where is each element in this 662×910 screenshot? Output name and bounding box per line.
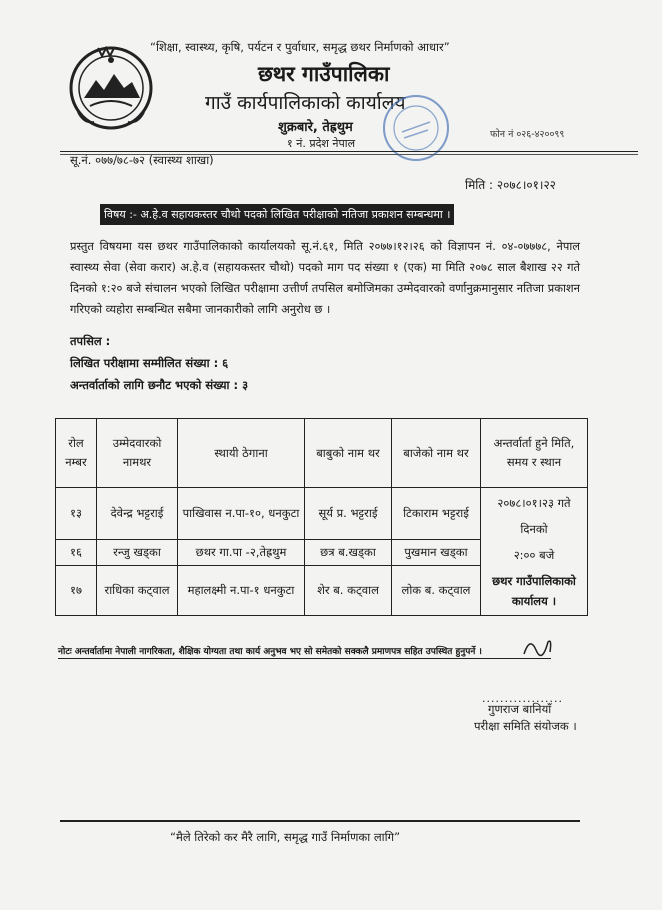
interview-day: दिनको <box>520 521 548 536</box>
address-cell: महालक्ष्मी न.पा-१ धनकुटा <box>178 566 305 616</box>
signature-dots: .................. <box>482 692 563 705</box>
grandfather-cell: टिकाराम भट्टराई <box>392 488 481 540</box>
table-row <box>56 488 588 540</box>
phone-number: फोन नं ०२६-४२००९९ <box>490 129 565 140</box>
written-exam-count: लिखित परीक्षामा सम्मीलित संख्या : ६ <box>70 356 229 370</box>
table-header-row <box>56 419 588 488</box>
letter-date: मिति : २०७८।०१।२२ <box>465 178 556 192</box>
col-name-header: उम्मेदवारको नामथर <box>97 419 178 488</box>
interview-details-cell <box>481 488 588 616</box>
interview-date: २०७८।०१।२३ गते <box>497 495 571 510</box>
signatory-title: परीक्षा समिति संयोजक । <box>474 719 577 733</box>
municipality-motto: “शिक्षा, स्वास्थ्य, कृषि, पर्यटन र पुर्वाधार, समृद्ध छथर निर्माणको आधार” <box>150 40 450 54</box>
father-cell: छत्र ब.खड्का <box>305 540 392 566</box>
roll-cell: १६ <box>56 540 97 566</box>
grandfather-cell: पुखमान खड्का <box>392 540 481 566</box>
footer-divider <box>60 820 580 822</box>
handwritten-signature-icon <box>520 632 556 662</box>
interview-venue: छथर गाउँपालिकाको कार्यालय । <box>492 573 576 608</box>
address-line1: शुक्रबारे, तेह्रथुम <box>278 120 353 135</box>
office-name: गाउँ कार्यपालिकाको कार्यालय <box>205 92 406 114</box>
name-cell: रन्जु खड्का <box>97 540 178 566</box>
col-father-header: बाबुको नाम थर <box>305 419 392 488</box>
col-address-header: स्थायी ठेगाना <box>178 419 305 488</box>
col-grandfather-header: बाजेको नाम थर <box>392 419 481 488</box>
tapsil-heading: तपसिल : <box>70 334 111 348</box>
address-line2: १ नं. प्रदेश नेपाल <box>287 137 356 150</box>
col-roll-header: रोल नम्बर <box>56 419 97 488</box>
results-table <box>55 418 588 616</box>
address-cell: पाखिवास न.पा-१०, धनकुटा <box>178 488 305 540</box>
letter-body: प्रस्तुत विषयमा यस छथर गाउँपालिकाको कार्यालयको सू.नं.६१, मिति २०७७।१२।२६ को विज्ञापन नं. ०४-०७७७८, नेपाल स्वास्थ्य सेवा (सेवा करार) अ.हे.व (सहायकस्तर चौथो) पदको माग पद संख्या १ (एक) मा मिति २०७८ साल बैशाख २२ गते दिनको १:२० बजे संचालन भएको लिखित परीक्षामा उत्तीर्ण तपसिल बमोजिमका उम्मेदवारको वर्णानुक्रमानुसार नतिजा प्रकाशन गरिएको व्यहोरा सम्बन्धित सबैमा जानकारीको लागि अनुरोध छ । <box>70 239 580 316</box>
father-cell: सूर्य प्र. भट्टराई <box>305 488 392 540</box>
header-divider <box>60 151 638 152</box>
signatory-name: गुणराज बानियाँ <box>488 702 552 716</box>
roll-cell: १३ <box>56 488 97 540</box>
father-cell: शेर ब. कट्वाल <box>305 566 392 616</box>
reference-number: सू.नं. ०७७/७८-७२ (स्वास्थ्य शाखा) <box>70 153 214 167</box>
interview-shortlist-count: अन्तर्वार्ताको लागि छनौट भएको संख्या : ३ <box>70 378 249 392</box>
footer-slogan: “मैले तिरेको कर मैरै लागि, समृद्ध गाउँ निर्माणका लागि” <box>170 830 401 844</box>
interview-time: २:०० बजे <box>513 547 555 562</box>
name-cell: देवेन्द्र भट्टराई <box>97 488 178 540</box>
col-interview-header: अन्तर्वार्ता हुने मिति, समय र स्थान <box>481 419 588 488</box>
roll-cell: १७ <box>56 566 97 616</box>
nepal-emblem-icon <box>64 38 158 132</box>
name-cell: राधिका कट्वाल <box>97 566 178 616</box>
address-cell: छथर गा.पा -२,तेह्रथुम <box>178 540 305 566</box>
letter-subject: विषय :- अ.हे.व सहायकस्तर चौथो पदको लिखित परीक्षाको नतिजा प्रकाशन सम्बन्धमा । <box>100 204 454 225</box>
municipality-name: छथर गाउँपालिका <box>258 62 390 86</box>
note-underline <box>58 658 551 659</box>
grandfather-cell: लोक ब. कट्वाल <box>392 566 481 616</box>
interview-note: नोटः अन्तर्वार्तामा नेपाली नागरिकता, शैक्षिक योग्यता तथा कार्य अनुभव भए सो समेतको सक्कलै प्रमाणपत्र सहित उपस्थित हुनुपर्ने । <box>58 647 482 657</box>
